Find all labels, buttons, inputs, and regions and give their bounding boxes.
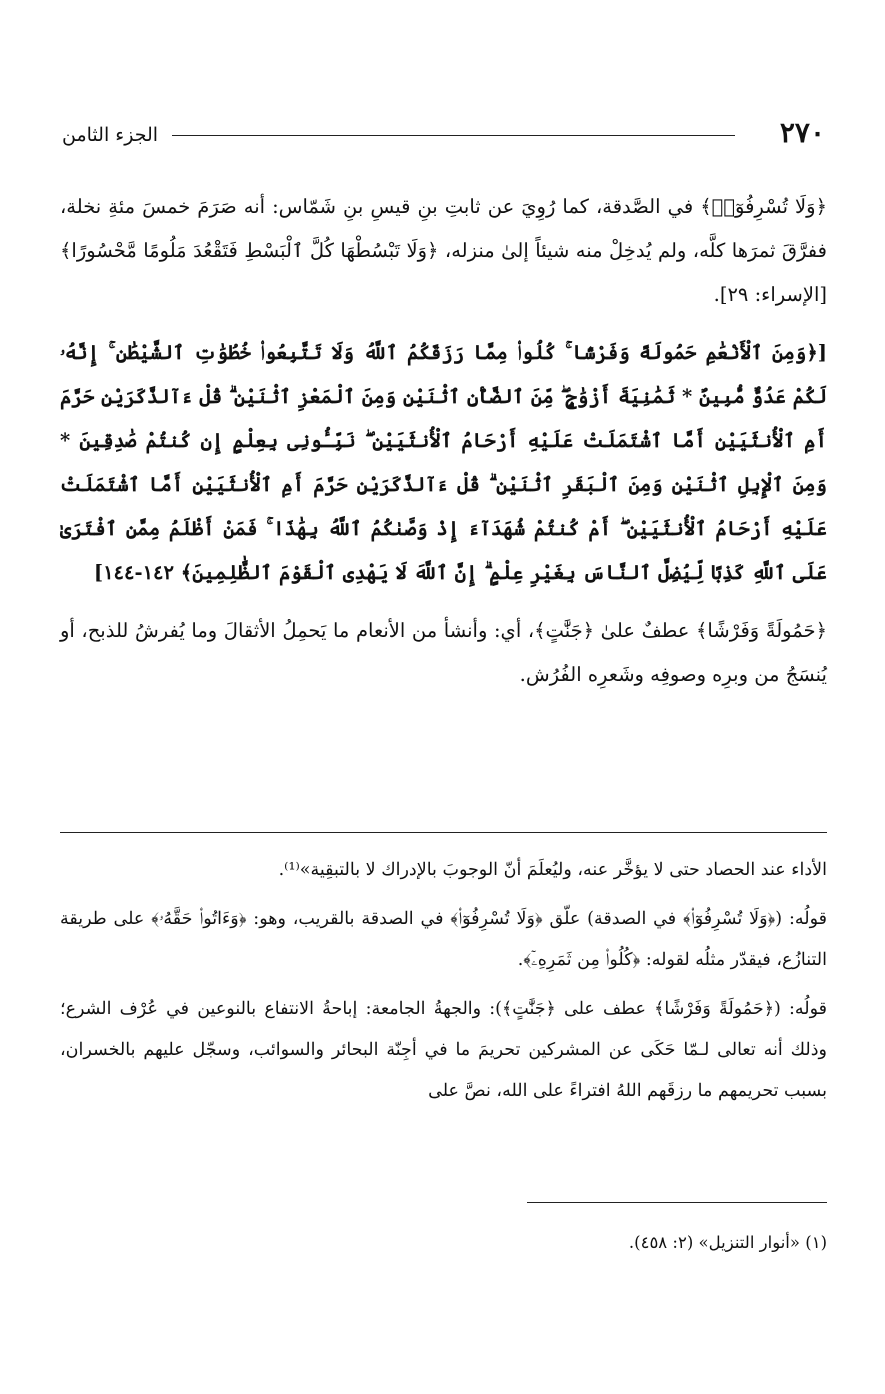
- commentary-divider: [60, 832, 827, 833]
- quran-verses-block: [﴿وَمِنَ ٱلْأَنْعَٰمِ حَمُولَةً وَفَرْشًا ۚ كُلُوا۟ مِمَّا رَزَقَكُمُ ٱللَّهُ وَلَا تَتَّبِعُوا۟ خُطُوَٰتِ ٱلشَّيْطَٰنِ ۚ إِنَّهُۥ لَكُمْ عَدُوٌّ مُّبِينٌ * ثَمَٰنِيَةَ أَزْوَٰجٍ ۖ مِّنَ ٱلضَّأْنِ ٱثْنَيْنِ وَمِنَ ٱلْمَعْزِ ٱثْنَيْنِ ۗ قُلْ ءَآلذَّكَرَيْنِ حَرَّمَ أَمِ ٱلْأُنثَيَيْنِ أَمَّا ٱشْتَمَلَتْ عَلَيْهِ أَرْحَامُ ٱلْأُنثَيَيْنِ ۖ نَبِّـُٔونِى بِعِلْمٍ إِن كُنتُمْ صَٰدِقِينَ * وَمِنَ ٱلْإِبِلِ ٱثْنَيْنِ وَمِنَ ٱلْبَقَرِ ٱثْنَيْنِ ۗ قُلْ ءَآلذَّكَرَيْنِ حَرَّمَ أَمِ ٱلْأُنثَيَيْنِ أَمَّا ٱشْتَمَلَتْ عَلَيْهِ أَرْحَامُ ٱلْأُنثَيَيْنِ ۖ أَمْ كُنتُمْ شُهَدَآءَ إِذْ وَصَّىٰكُمُ ٱللَّهُ بِهَٰذَا ۚ فَمَنْ أَظْلَمُ مِمَّنِ ٱفْتَرَىٰ عَلَى ٱللَّهِ كَذِبًا لِّيُضِلَّ ٱلنَّاسَ بِغَيْرِ عِلْمٍ ۗ إِنَّ ٱللَّهَ لَا يَهْدِى ٱلْقَوْمَ ٱلظَّٰلِمِينَ﴾ ١٤٢-١٤٤]: [60, 341, 827, 584]
- page-number: ٢٧٠: [779, 116, 825, 149]
- footnote: (١) «أنوار التنزيل» (٢: ٤٥٨).: [628, 1233, 827, 1252]
- commentary-paragraph-2: قولُه: (﴿وَلَا تُسْرِفُوٓا۟﴾ في الصدقة) علّق ﴿وَلَا تُسْرِفُوٓا۟﴾ في الصدقة بالقريب، وهو: ﴿وَءَاتُوا۟ حَقَّهُۥ﴾ على طريقة التنازُع، فيقدّر مثلُه لقوله: ﴿كُلُوا۟ مِن ثَمَرِهِۦٓ﴾.: [60, 909, 827, 970]
- commentary-paragraph-3: قولُه: (﴿حَمُولَةً وَفَرْشًا﴾ عطف على ﴿جَنَّٰتٍ﴾): والجهةُ الجامعة: إباحةُ الانتفاع بالنوعين في عُرْف الشرع؛ وذلك أنه تعالى لـمّا حَكَى عن المشركين تحريمَ ما في أجِنّة البحائر والسوائب، وسجّل عليهم بالخسران، بسبب تحريمهم ما رزقَهم اللهُ افتراءً على الله، نصَّ على: [60, 999, 827, 1101]
- page-header: [62, 116, 825, 156]
- footnote-rule: [527, 1202, 827, 1203]
- running-title: الجزء الثامن: [62, 124, 159, 146]
- main-paragraph-3: ﴿حَمُولَةً وَفَرْشًا﴾ عطفٌ علىٰ ﴿جَنَّٰتٍ﴾، أي: وأنشأ من الأنعام ما يَحمِلُ الأثقالَ وما يُفرشُ للذبح، أو يُنسَجُ من وبرِه وصوفِه وشَعرِه الفُرُش.: [60, 619, 827, 686]
- commentary-paragraph-1: الأداء عند الحصاد حتى لا يؤخَّر عنه، وليُعلَمَ أنّ الوجوبَ بالإدراك لا بالتبقِية»⁽¹⁾.: [278, 860, 827, 880]
- main-text: [60, 185, 827, 697]
- commentary-text: [60, 850, 827, 1112]
- main-paragraph-1: ﴿وَلَا تُسْرِفُوٓا۟﴾ في الصَّدقة، كما رُوِيَ عن ثابتِ بنِ قيسِ بنِ شَمّاس: أنه صَرَمَ خمسَ مئةِ نخلة، ففرَّقَ ثمرَها كلَّه، ولم يُدخِلْ منه شيئاً إلىٰ منزله، ﴿وَلَا تَبْسُطْهَا كُلَّ ٱلْبَسْطِ فَتَقْعُدَ مَلُومًا مَّحْسُورًا﴾ [الإسراء: ٢٩].: [60, 195, 827, 306]
- header-rule: [172, 135, 735, 136]
